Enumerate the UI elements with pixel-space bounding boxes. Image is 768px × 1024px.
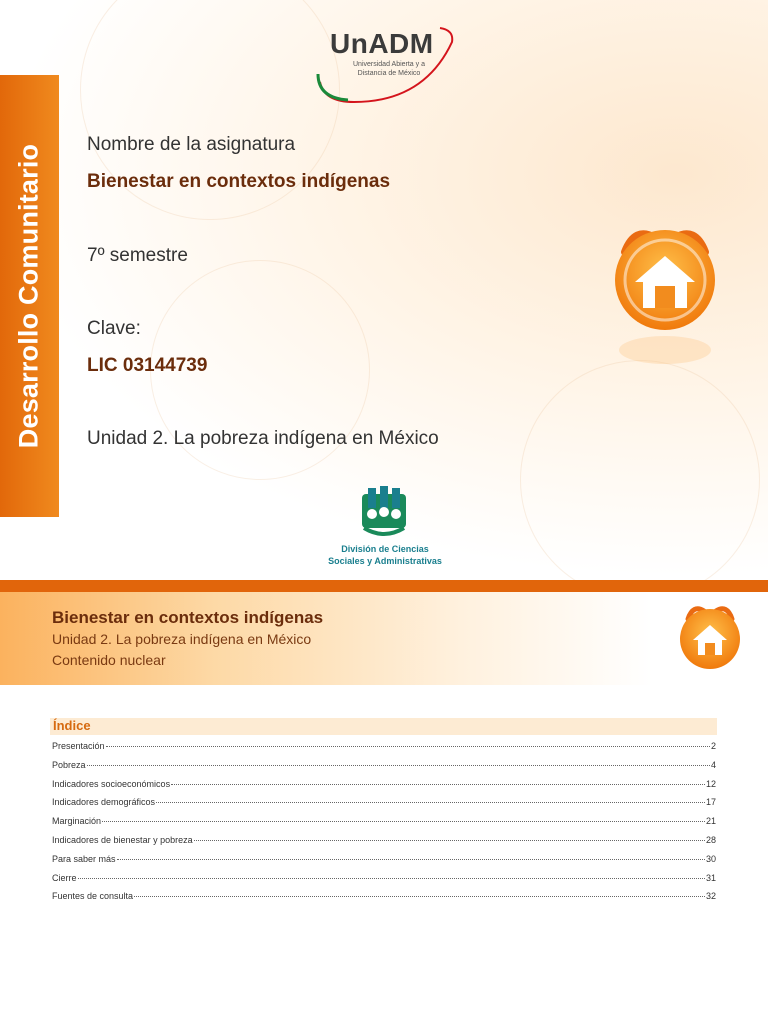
toc-entry-page: 17	[705, 797, 716, 808]
toc-entry[interactable]	[52, 797, 716, 816]
toc-entry-label: Fuentes de consulta	[52, 891, 134, 902]
toc-entry-page: 12	[705, 778, 716, 789]
header-section-title: Contenido nuclear	[52, 652, 166, 668]
toc-entry-page: 4	[710, 759, 716, 770]
toc-entry-label: Cierre	[52, 872, 77, 883]
toc-dot-leader	[106, 746, 710, 747]
toc-entry[interactable]	[52, 835, 716, 854]
header-course-title: Bienestar en contextos indígenas	[52, 608, 324, 627]
index-heading	[50, 718, 717, 735]
toc-entry-label: Indicadores demográficos	[52, 797, 156, 808]
toc-entry-label: Para saber más	[52, 853, 116, 864]
subject-name: Bienestar en contextos indígenas	[87, 171, 391, 192]
key-label: Clave:	[87, 318, 141, 339]
toc-entry-label: Presentación	[52, 741, 105, 751]
division-name	[300, 543, 470, 567]
table-of-contents	[52, 741, 716, 910]
toc-entry-page: 21	[705, 816, 716, 827]
toc-entry[interactable]	[52, 741, 716, 760]
division-line-1: División de Ciencias	[341, 544, 429, 554]
division-logo	[300, 484, 470, 570]
toc-dot-leader	[87, 765, 710, 766]
semester-text: 7º semestre	[87, 245, 188, 266]
community-house-small-icon	[676, 601, 744, 671]
toc-entry[interactable]	[52, 760, 716, 779]
toc-entry-label: Marginación	[52, 816, 102, 827]
toc-dot-leader	[117, 859, 705, 860]
toc-dot-leader	[171, 784, 705, 785]
division-emblem-icon	[358, 484, 410, 542]
content-header	[0, 592, 768, 685]
toc-entry-page: 30	[705, 853, 716, 864]
division-line-2: Sociales y Administrativas	[328, 556, 442, 566]
subject-label: Nombre de la asignatura	[87, 134, 296, 155]
key-value: LIC 03144739	[87, 355, 208, 376]
toc-dot-leader	[156, 802, 705, 803]
community-house-icon	[605, 222, 725, 372]
toc-entry-page: 2	[710, 741, 716, 751]
toc-entry[interactable]	[52, 873, 716, 892]
toc-entry-page: 28	[705, 834, 716, 845]
index-title: Índice	[53, 718, 91, 733]
toc-entry-label: Pobreza	[52, 759, 86, 770]
toc-dot-leader	[194, 840, 705, 841]
toc-entry[interactable]	[52, 891, 716, 910]
toc-entry-label: Indicadores socioeconómicos	[52, 778, 171, 789]
toc-entry-page: 32	[705, 891, 716, 902]
toc-dot-leader	[102, 821, 705, 822]
toc-entry-label: Indicadores de bienestar y pobreza	[52, 834, 193, 845]
toc-entry[interactable]	[52, 854, 716, 873]
toc-entry[interactable]	[52, 816, 716, 835]
toc-dot-leader	[134, 896, 705, 897]
toc-entry-page: 31	[705, 872, 716, 883]
unadm-logo	[314, 22, 456, 104]
logo-title: UnADM	[330, 28, 434, 59]
header-unit-title: Unidad 2. La pobreza indígena en México	[52, 631, 312, 647]
decorative-ring	[520, 360, 760, 580]
unit-title: Unidad 2. La pobreza indígena en México	[87, 428, 439, 449]
page-separator	[0, 580, 768, 592]
toc-entry[interactable]	[52, 779, 716, 798]
logo-subtitle: Universidad Abierta y a Distancia de México	[353, 61, 425, 77]
side-banner-title: Desarrollo Comunitario	[13, 143, 44, 449]
toc-dot-leader	[78, 878, 705, 879]
